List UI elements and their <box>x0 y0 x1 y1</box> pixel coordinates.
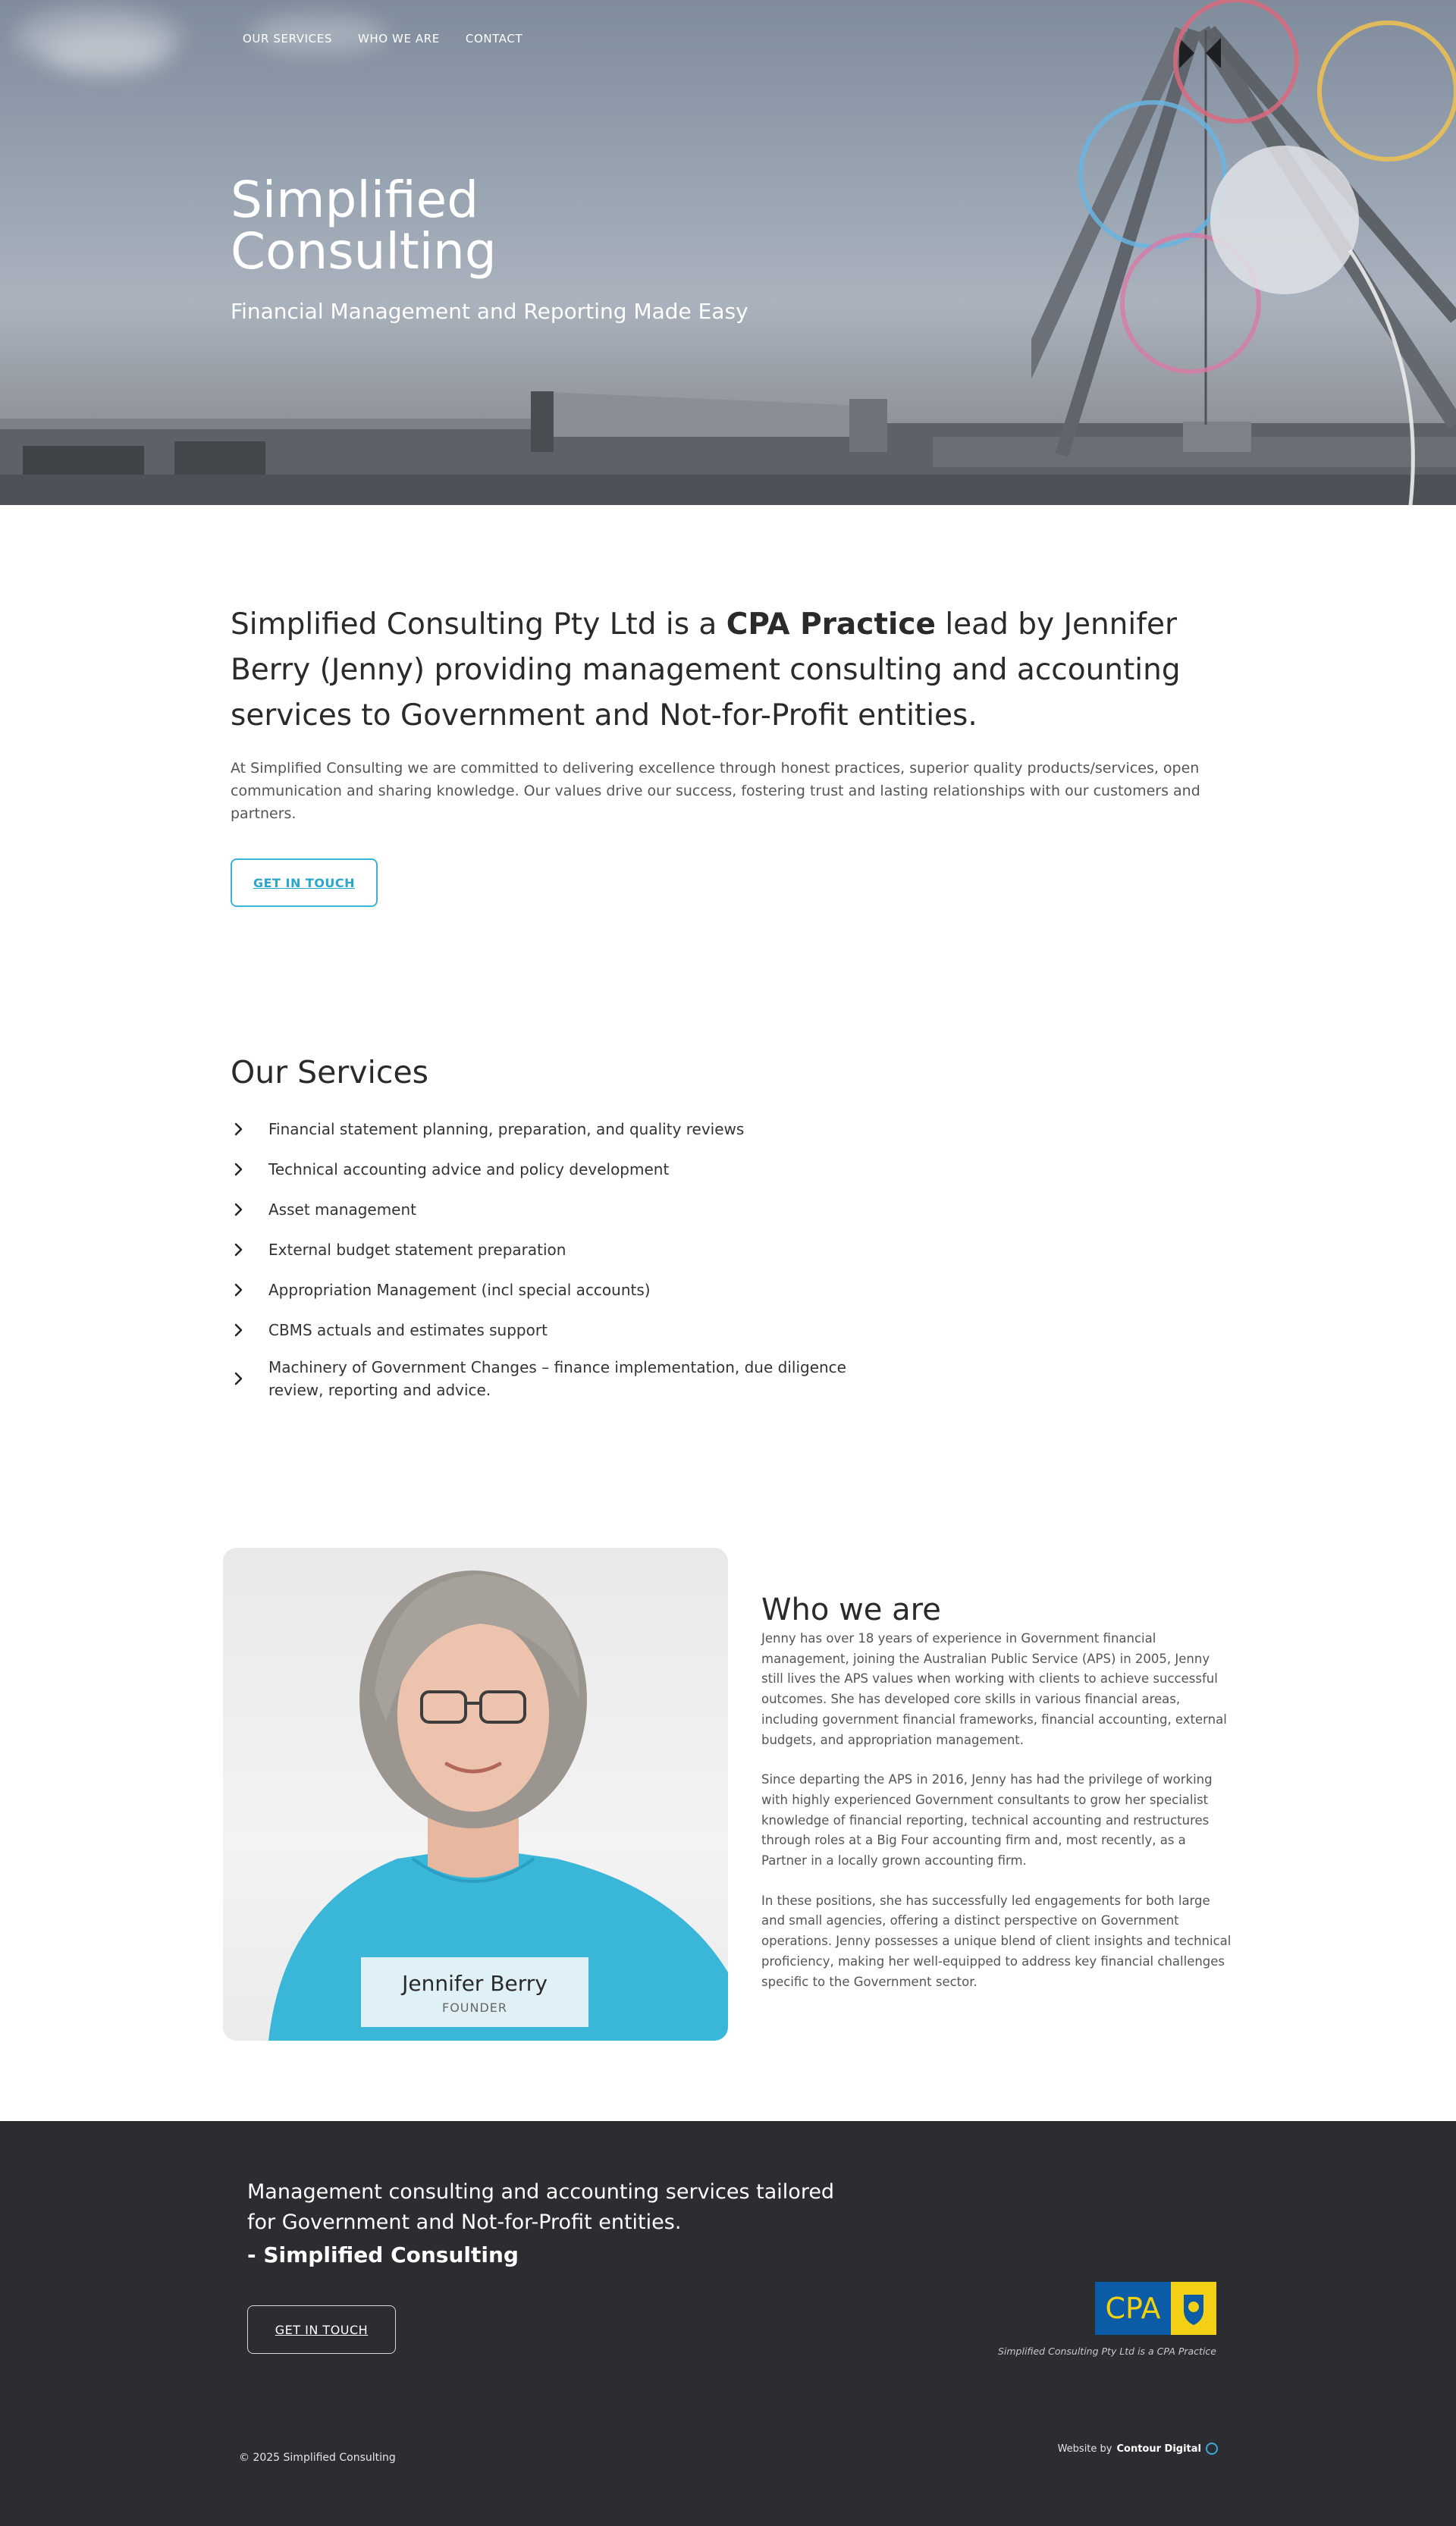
hero-subtitle: Financial Management and Reporting Made Easy <box>231 299 748 324</box>
intro-headline-bold: CPA Practice <box>726 607 936 642</box>
intro-headline-part2: lead by Jennifer Berry (Jenny) providing management consulting and accounting services to Government and Not-for-Profit entities. <box>231 607 1181 733</box>
service-item <box>231 1189 989 1229</box>
founder-photo-card <box>223 1548 728 2041</box>
service-item-label: Asset management <box>268 1200 416 1219</box>
nav-our-services[interactable]: OUR SERVICES <box>243 32 332 45</box>
services-section <box>231 1054 989 1407</box>
cpa-logo-text: CPA <box>1095 2282 1171 2335</box>
who-we-are-title: Who we are <box>761 1592 941 1627</box>
hero-title-line2: Consulting <box>231 222 497 281</box>
who-we-are-section <box>761 1592 1232 2012</box>
credit-prefix: Website by <box>1057 2443 1112 2455</box>
service-item-label: Appropriation Management (incl special accounts) <box>268 1280 651 1299</box>
service-item <box>231 1149 989 1189</box>
service-item <box>231 1310 989 1350</box>
who-paragraph-1: Jenny has over 18 years of experience in Government financial management, joining the Australian Public Service (APS) in 2005, Jenny still lives the APS values when working with clients to achieve successful outcomes. She has developed core skills in various financial areas, including government financial frameworks, financial accounting, external budgets, and appropriation management. <box>761 1631 1227 1747</box>
cpa-note: Simplified Consulting Pty Ltd is a CPA Practice <box>997 2346 1216 2357</box>
founder-role: FOUNDER <box>441 2000 508 2015</box>
contour-digital-icon <box>1206 2443 1218 2455</box>
chevron-right-icon <box>231 1202 246 1217</box>
credit-name[interactable]: Contour Digital <box>1116 2443 1201 2455</box>
founder-name-tag <box>361 1957 588 2027</box>
cpa-logo <box>1095 2282 1216 2335</box>
cpa-crest-icon <box>1171 2282 1216 2335</box>
service-item-label: Financial statement planning, preparation, and quality reviews <box>268 1119 745 1138</box>
chevron-right-icon <box>231 1242 246 1257</box>
service-item <box>231 1350 989 1407</box>
intro-headline <box>231 602 1216 739</box>
chevron-right-icon <box>231 1122 246 1137</box>
footer-tagline: Management consulting and accounting services tailored for Government and Not-for-Profit entities. <box>247 2180 835 2234</box>
hero-banner <box>0 0 1456 505</box>
site-footer <box>0 2121 1456 2526</box>
service-item <box>231 1109 989 1149</box>
get-in-touch-button[interactable]: GET IN TOUCH <box>231 858 378 907</box>
who-paragraph-3: In these positions, she has successfully led engagements for both large and small agencies, offering a distinct perspective on Government operations. Jenny possesses a unique blend of client insights and technical proficiency, making her well-equipped to address key financial challenges specific to the Government sector. <box>761 1893 1232 1989</box>
decorative-rings-and-flagpole <box>1031 0 1456 505</box>
chevron-right-icon <box>231 1371 246 1386</box>
chevron-right-icon <box>231 1162 246 1177</box>
copyright: © 2025 Simplified Consulting <box>239 2452 396 2464</box>
hero-title <box>231 171 761 281</box>
hero-title-line1: Simplified <box>231 171 479 229</box>
chevron-right-icon <box>231 1323 246 1338</box>
service-item-label: Technical accounting advice and policy development <box>268 1159 670 1178</box>
service-item-label: External budget statement preparation <box>268 1240 566 1259</box>
intro-headline-part1: Simplified Consulting Pty Ltd is a <box>231 607 726 642</box>
founder-name: Jennifer Berry <box>402 1971 548 1996</box>
nav-contact[interactable]: CONTACT <box>465 32 523 45</box>
service-item <box>231 1269 989 1310</box>
intro-body: At Simplified Consulting we are committed to delivering excellence through honest practices, superior quality products/services, open communication and sharing knowledge. Our values drive our success, fostering trust and lasting relationships with our customers and partners. <box>231 760 1200 822</box>
service-item-label: Machinery of Government Changes – finance implementation, due diligence review, reporting and advice. <box>268 1358 846 1399</box>
nav-who-we-are[interactable]: WHO WE ARE <box>357 32 440 45</box>
top-nav <box>243 32 522 45</box>
website-credit[interactable] <box>1058 2443 1218 2455</box>
service-item <box>231 1229 989 1269</box>
footer-signature: - Simplified Consulting <box>247 2242 519 2267</box>
services-title: Our Services <box>231 1054 429 1090</box>
service-item-label: CBMS actuals and estimates support <box>268 1320 548 1339</box>
footer-get-in-touch-button[interactable]: GET IN TOUCH <box>247 2305 396 2354</box>
who-paragraph-2: Since departing the APS in 2016, Jenny has had the privilege of working with highly experienced Government consultants to grow her specialist knowledge of financial reporting, technical accounting and restructures through roles at a Big Four accounting firm and, most recently, as a Partner in a locally grown accounting firm. <box>761 1772 1213 1869</box>
chevron-right-icon <box>231 1282 246 1298</box>
